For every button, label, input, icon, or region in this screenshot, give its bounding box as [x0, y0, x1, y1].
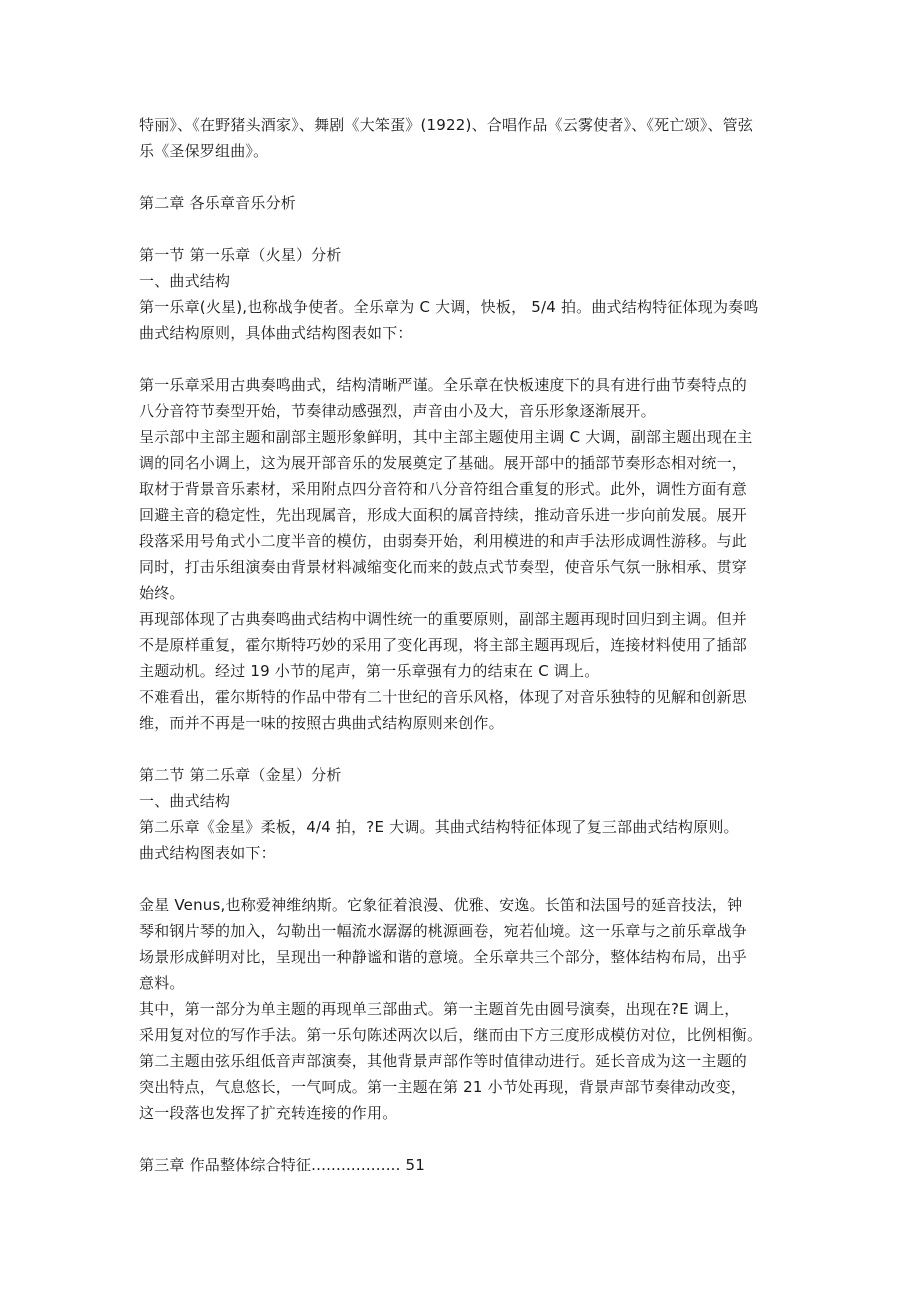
text-line: 其中，第一部分为单主题的再现单三部曲式。第一主题首先由圆号演奏，出现在?E 调上，	[139, 1000, 740, 1018]
text-line: 呈示部中主部主题和副部主题形象鲜明，其中主部主题使用主调 C 大调，副部主题出现在主	[139, 428, 753, 446]
toc-entry-chapter-3: 第三章 作品整体综合特征.................. 51	[139, 1156, 426, 1174]
text-line: 八分音符节奏型开始，节奏律动感强烈，声音由小及大，音乐形象逐渐展开。	[139, 402, 656, 420]
text-line: 第二主题由弦乐组低音声部演奏，其他背景声部作等时值律动进行。延长音成为这一主题的	[139, 1052, 748, 1070]
text-line: 主题动机。经过 19 小节的尾声，第一乐章强有力的结束在 C 调上。	[139, 662, 600, 680]
text-line: 始终。	[139, 584, 185, 602]
text-line: 金星 Venus,也称爱神维纳斯。它象征着浪漫、优雅、安逸。长笛和法国号的延音技法，钟	[139, 896, 743, 914]
text-line: 意料。	[139, 974, 185, 992]
text-line: 突出特点，气息悠长，一气呵成。第一主题在第 21 小节处再现，背景声部节奏律动改变，	[139, 1078, 747, 1096]
text-line: 采用复对位的写作手法。第一乐句陈述两次以后，继而由下方三度形成模仿对位，比例相衡。	[139, 1026, 763, 1044]
text-line: 第一乐章(火星),也称战争使者。全乐章为 C 大调，快板， 5/4 拍。曲式结构特征体现为奏鸣	[139, 298, 759, 316]
text-line: 琴和钢片琴的加入，勾勒出一幅流水潺潺的桃源画卷，宛若仙境。这一乐章与之前乐章战争	[139, 922, 748, 940]
text-line: 维，而并不再是一味的按照古典曲式结构原则来创作。	[139, 714, 504, 732]
subsection-heading: 一、曲式结构	[139, 272, 231, 290]
text-line: 第一乐章采用古典奏鸣曲式，结构清晰严谨。全乐章在快板速度下的具有进行曲节奏特点的	[139, 376, 748, 394]
text-line: 曲式结构图表如下：	[139, 844, 276, 862]
text-line: 场景形成鲜明对比，呈现出一种静谧和谐的意境。全乐章共三个部分，整体结构布局，出乎	[139, 948, 748, 966]
text-line: 取材于背景音乐素材，采用附点四分音符和八分音符组合重复的形式。此外，调性方面有意	[139, 480, 748, 498]
section-heading: 第二节 第二乐章（金星）分析	[139, 766, 342, 784]
text-line: 第二乐章《金星》柔板，4/4 拍，?E 大调。其曲式结构特征体现了复三部曲式结构原则。	[139, 818, 739, 836]
text-line: 不是原样重复，霍尔斯特巧妙的采用了变化再现，将主部主题再现后，连接材料使用了插部	[139, 636, 748, 654]
text-line: 不难看出，霍尔斯特的作品中带有二十世纪的音乐风格，体现了对音乐独特的见解和创新思	[139, 688, 748, 706]
text-line: 乐《圣保罗组曲》。	[139, 142, 269, 160]
text-line: 回避主音的稳定性，先出现属音，形成大面积的属音持续，推动音乐进一步向前发展。展开	[139, 506, 748, 524]
text-line: 调的同名小调上，这为展开部音乐的发展奠定了基础。展开部中的插部节奏形态相对统一，	[139, 454, 748, 472]
subsection-heading: 一、曲式结构	[139, 792, 231, 810]
text-line: 段落采用号角式小二度半音的模仿，由弱奏开始，利用模进的和声手法形成调性游移。与此	[139, 532, 748, 550]
text-line: 再现部体现了古典奏鸣曲式结构中调性统一的重要原则，副部主题再现时回归到主调。但并	[139, 610, 748, 628]
text-line: 这一段落也发挥了扩充转连接的作用。	[139, 1104, 398, 1122]
text-line: 曲式结构原则，具体曲式结构图表如下：	[139, 324, 413, 342]
text-line: 同时，打击乐组演奏由背景材料减缩变化而来的鼓点式节奏型，使音乐气氛一脉相承、贯穿	[139, 558, 748, 576]
text-line: 特丽》、《在野猪头酒家》、舞剧《大笨蛋》(1922)、合唱作品《云雾使者》、《死亡颂》、管弦	[139, 116, 754, 134]
section-heading: 第一节 第一乐章（火星）分析	[139, 246, 342, 264]
chapter-heading: 第二章 各乐章音乐分析	[139, 194, 296, 212]
